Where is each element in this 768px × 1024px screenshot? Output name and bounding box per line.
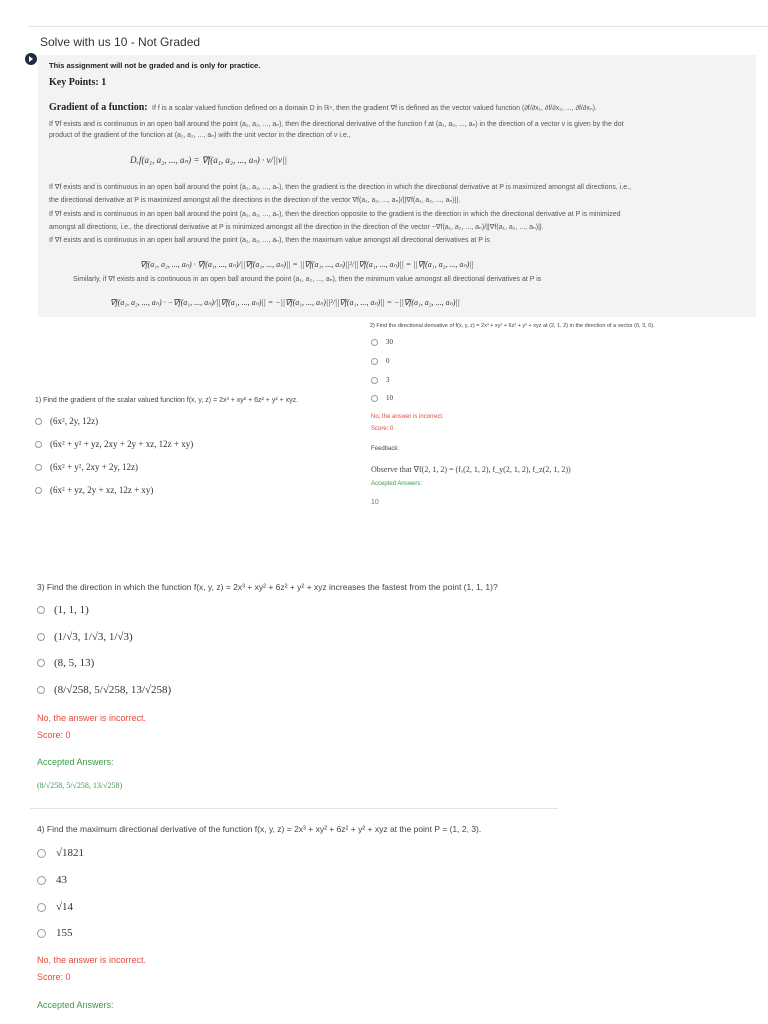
expand-arrow-icon[interactable] — [25, 53, 37, 65]
radio-icon[interactable] — [37, 849, 46, 858]
radio-icon[interactable] — [37, 876, 46, 885]
q2-accepted-label: Accepted Answers: — [371, 481, 423, 487]
radio-icon[interactable] — [35, 418, 42, 425]
q4-option[interactable]: √1821 — [37, 847, 84, 859]
q3-option[interactable]: (8, 5, 13) — [37, 657, 94, 669]
q3-option[interactable]: (1/√3, 1/√3, 1/√3) — [37, 631, 133, 643]
directional-derivative-formula: Dᵥf(a₁, a₂, ..., aₙ) = ∇f(a₁, a₂, ..., aₙ) · v/||v|| — [130, 155, 287, 165]
key-point-text: If ∇f exists and is continuous in an open ball around the point (a₁, a₂, ..., aₙ), then the direction opposite to the gradient is the direction in which the directional derivative at P is minimized — [49, 211, 621, 218]
gradient-heading: Gradient of a function: — [49, 102, 148, 113]
q2-option[interactable]: 0 — [371, 357, 390, 365]
gradient-definition: If f is a scalar valued function defined on a domain D in ℝⁿ, then the gradient ∇f is defined as the vector valued function (∂f/∂x₁, ∂f/∂x₂, ..., ∂f/∂xₙ). — [152, 105, 597, 112]
q3-option[interactable]: (1, 1, 1) — [37, 604, 89, 616]
max-value-formula: ∇f(a₁, a₂, ..., aₙ) · ∇f(a₁, ..., aₙ)/||∇f(a₁, ..., aₙ)|| = ||∇f(a₁, ..., aₙ)||²/||∇f(a₁, ..., aₙ)|| = ||∇f(a₁, a₂, ..., aₙ)|| — [140, 260, 474, 269]
key-point-text: If ∇f exists and is continuous in an open ball around the point (a₁, a₂, ..., aₙ), then the directional derivative of the function f at (a₁, a₂, ..., aₙ) in the direction of a vector v is given by the dot — [49, 121, 624, 128]
practice-notice: This assignment will not be graded and is only for practice. — [49, 61, 261, 70]
q3-accepted-label: Accepted Answers: — [37, 757, 114, 767]
q2-option[interactable]: 3 — [371, 376, 390, 384]
q2-score: Score: 0 — [371, 426, 394, 432]
q4-option[interactable]: 43 — [37, 874, 67, 886]
q4-question-text: 4) Find the maximum directional derivative of the function f(x, y, z) = 2x³ + xy² + 6z² + y² + xyz at the point P = (1, 2, 3). — [37, 824, 482, 834]
radio-icon[interactable] — [37, 606, 45, 614]
q2-feedback-label: Feedback: — [371, 446, 400, 452]
q3-score: Score: 0 — [37, 730, 71, 740]
radio-icon[interactable] — [37, 903, 46, 912]
q4-score: Score: 0 — [37, 972, 71, 982]
q3-accepted-answer: (8/√258, 5/√258, 13/√258) — [37, 781, 123, 790]
radio-icon[interactable] — [37, 686, 45, 694]
key-point-text: If ∇f exists and is continuous in an open ball around the point (a₁, a₂, ..., aₙ), then the maximum value amongst all directional derivatives at P is — [49, 237, 490, 244]
q2-result-status: No, the answer is incorrect. — [371, 414, 444, 420]
radio-icon[interactable] — [37, 659, 45, 667]
q1-option[interactable]: (6x², 2y, 12z) — [35, 416, 98, 426]
key-point-text: the directional derivative at P is maximized amongst all the directions in the direction of the vector ∇f(a₁, a₂, ..., aₙ)/||∇f(a₁, a₂, ..., aₙ)||. — [49, 197, 461, 204]
radio-icon[interactable] — [371, 339, 378, 346]
q4-accepted-label: Accepted Answers: — [37, 1000, 114, 1010]
radio-icon[interactable] — [35, 464, 42, 471]
radio-icon[interactable] — [35, 487, 42, 494]
q4-option[interactable]: 155 — [37, 927, 73, 939]
q2-feedback-text: Observe that ∇f(2, 1, 2) = (fₓ(2, 1, 2), f_y(2, 1, 2), f_z(2, 1, 2)) — [371, 465, 571, 474]
radio-icon[interactable] — [37, 929, 46, 938]
key-point-text: product of the gradient of the function at (a₁, a₂, ..., aₙ) with the unit vector in the direction of v i.e., — [49, 132, 351, 139]
q2-question-text: 2) Find the directional derivative of f(x, y, z) = 2x³ + xy² + 6z² + y² + xyz at (2, 1, 2) in the direction of a vector (0, 3, 0). — [370, 323, 655, 329]
question-divider — [30, 808, 558, 809]
q1-option[interactable]: (6x² + y², 2xy + 2y, 12z) — [35, 462, 138, 472]
q1-option[interactable]: (6x² + yz, 2y + xz, 12z + xy) — [35, 485, 153, 495]
min-value-formula: ∇f(a₁, a₂, ..., aₙ) · −∇f(a₁, ..., aₙ)/||∇f(a₁, ..., aₙ)|| = −||∇f(a₁, ..., aₙ)||²/||∇f(a₁, ..., aₙ)|| = −||∇f(a₁, a₂, ..., aₙ)|| — [110, 298, 460, 307]
q4-option[interactable]: √14 — [37, 901, 73, 913]
q4-result-status: No, the answer is incorrect. — [37, 955, 147, 965]
page-title: Solve with us 10 - Not Graded — [40, 35, 201, 49]
key-point-text: If ∇f exists and is continuous in an open ball around the point (a₁, a₂, ..., aₙ), then the gradient is the direction in which the directional derivative at P is maximized amongst all directions, i.e., — [49, 184, 632, 191]
key-points-heading: Key Points: 1 — [49, 77, 107, 88]
q1-question-text: 1) Find the gradient of the scalar valued function f(x, y, z) = 2x³ + xy² + 6z² + y² + xyz. — [35, 397, 299, 404]
radio-icon[interactable] — [37, 633, 45, 641]
top-divider — [28, 26, 768, 27]
radio-icon[interactable] — [371, 395, 378, 402]
radio-icon[interactable] — [35, 441, 42, 448]
q2-option[interactable]: 10 — [371, 394, 393, 402]
q3-option[interactable]: (8/√258, 5/√258, 13/√258) — [37, 684, 171, 696]
radio-icon[interactable] — [371, 377, 378, 384]
key-point-text: Similarly, if ∇f exists and is continuous in an open ball around the point (a₁, a₂, ..., aₙ), then the minimum value amongst all directional derivatives at P is — [73, 276, 542, 283]
q2-option[interactable]: 30 — [371, 338, 393, 346]
q3-question-text: 3) Find the direction in which the function f(x, y, z) = 2x³ + xy² + 6z² + y² + xyz increases the fastest from the point (1, 1, 1)? — [37, 582, 498, 592]
key-point-text: amongst all directions, i.e., the directional derivative at P is minimized amongst all the direction in the direction of the vector −∇f(a₁, a₂, ..., aₙ)/||∇f(a₁, a₂, ..., aₙ)||. — [49, 224, 544, 231]
q1-option[interactable]: (6x² + y² + yz, 2xy + 2y + xz, 12z + xy) — [35, 439, 193, 449]
q2-accepted-answer: 10 — [371, 499, 379, 506]
q3-result-status: No, the answer is incorrect. — [37, 713, 147, 723]
radio-icon[interactable] — [371, 358, 378, 365]
